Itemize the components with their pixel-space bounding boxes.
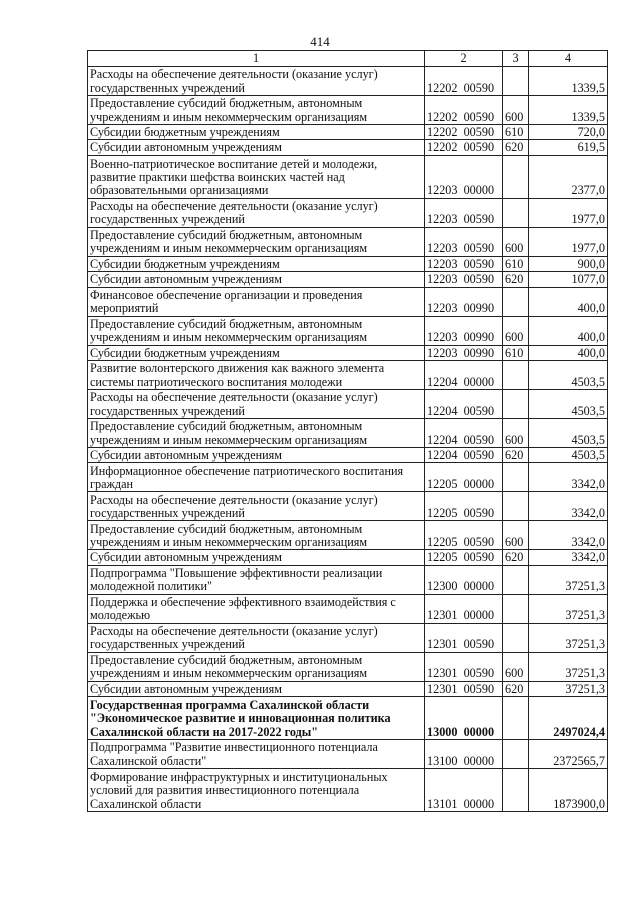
row-name: Расходы на обеспечение деятельности (оказание услуг) государственных учреждений	[88, 198, 425, 227]
row-code: 12205 00590	[425, 492, 503, 521]
row-code: 13100 00000	[425, 740, 503, 769]
table-row	[88, 492, 608, 521]
row-expense-type: 610	[503, 256, 529, 271]
row-name: Информационное обеспечение патриотического воспитания граждан	[88, 463, 425, 492]
row-amount: 2377,0	[529, 155, 608, 198]
row-code: 12204 00000	[425, 361, 503, 390]
row-amount: 37251,3	[529, 652, 608, 681]
row-expense-type: 600	[503, 521, 529, 550]
row-expense-type: 600	[503, 652, 529, 681]
row-expense-type: 600	[503, 227, 529, 256]
row-code: 12301 00000	[425, 594, 503, 623]
row-expense-type: 610	[503, 345, 529, 360]
table-row	[88, 652, 608, 681]
row-amount: 3342,0	[529, 550, 608, 565]
row-expense-type: 620	[503, 448, 529, 463]
row-name: Развитие волонтерского движения как важного элемента системы патриотического воспитания молодежи	[88, 361, 425, 390]
table-row	[88, 345, 608, 360]
table-row	[88, 287, 608, 316]
row-name: Субсидии автономным учреждениям	[88, 140, 425, 155]
table-row	[88, 740, 608, 769]
row-amount: 900,0	[529, 256, 608, 271]
table-row	[88, 463, 608, 492]
row-expense-type	[503, 565, 529, 594]
row-code: 12203 00000	[425, 155, 503, 198]
row-expense-type: 620	[503, 550, 529, 565]
table-row	[88, 390, 608, 419]
row-name: Формирование инфраструктурных и институциональных условий для развития инвестиционного потенциала Сахалинской области	[88, 769, 425, 812]
row-code: 12203 00990	[425, 316, 503, 345]
row-amount: 400,0	[529, 316, 608, 345]
row-name: Расходы на обеспечение деятельности (оказание услуг) государственных учреждений	[88, 67, 425, 96]
row-code: 12301 00590	[425, 652, 503, 681]
row-code: 12301 00590	[425, 681, 503, 696]
row-expense-type: 600	[503, 419, 529, 448]
table-row	[88, 67, 608, 96]
table-row	[88, 96, 608, 125]
row-amount: 3342,0	[529, 521, 608, 550]
table-row	[88, 125, 608, 140]
table-row	[88, 565, 608, 594]
row-code: 12204 00590	[425, 390, 503, 419]
row-name: Субсидии автономным учреждениям	[88, 681, 425, 696]
row-name: Субсидии автономным учреждениям	[88, 550, 425, 565]
table-row	[88, 256, 608, 271]
row-name: Военно-патриотическое воспитание детей и молодежи, развитие практики шефства воинских частей над образовательными организациями	[88, 155, 425, 198]
row-expense-type: 620	[503, 140, 529, 155]
header-row	[88, 51, 608, 67]
row-expense-type	[503, 623, 529, 652]
row-amount: 37251,3	[529, 565, 608, 594]
table-row	[88, 316, 608, 345]
row-expense-type	[503, 390, 529, 419]
row-expense-type: 610	[503, 125, 529, 140]
table-row	[88, 681, 608, 696]
row-code: 12203 00590	[425, 256, 503, 271]
row-expense-type: 600	[503, 316, 529, 345]
table-row	[88, 697, 608, 740]
row-amount: 2497024,4	[529, 697, 608, 740]
page-number: 414	[310, 34, 330, 49]
budget-table	[87, 50, 608, 812]
row-code: 12205 00000	[425, 463, 503, 492]
table-row	[88, 140, 608, 155]
row-amount: 1977,0	[529, 227, 608, 256]
row-amount: 3342,0	[529, 492, 608, 521]
row-code: 12203 00990	[425, 287, 503, 316]
column-header-2: 2	[425, 51, 503, 67]
row-amount: 1873900,0	[529, 769, 608, 812]
row-amount: 1339,5	[529, 67, 608, 96]
row-name: Предоставление субсидий бюджетным, автономным учреждениям и иным некоммерческим организациям	[88, 316, 425, 345]
table-row	[88, 361, 608, 390]
row-name: Субсидии бюджетным учреждениям	[88, 256, 425, 271]
row-amount: 4503,5	[529, 390, 608, 419]
row-amount: 1339,5	[529, 96, 608, 125]
row-name: Предоставление субсидий бюджетным, автономным учреждениям и иным некоммерческим организациям	[88, 521, 425, 550]
row-amount: 3342,0	[529, 463, 608, 492]
row-name: Государственная программа Сахалинской области "Экономическое развитие и инновационная политика Сахалинской области на 2017-2022 годы"	[88, 697, 425, 740]
row-expense-type	[503, 594, 529, 623]
row-name: Расходы на обеспечение деятельности (оказание услуг) государственных учреждений	[88, 623, 425, 652]
row-expense-type	[503, 155, 529, 198]
table-row	[88, 550, 608, 565]
row-name: Предоставление субсидий бюджетным, автономным учреждениям и иным некоммерческим организациям	[88, 227, 425, 256]
row-expense-type: 600	[503, 96, 529, 125]
row-amount: 619,5	[529, 140, 608, 155]
row-code: 12205 00590	[425, 521, 503, 550]
table-row	[88, 521, 608, 550]
row-amount: 400,0	[529, 345, 608, 360]
row-name: Расходы на обеспечение деятельности (оказание услуг) государственных учреждений	[88, 390, 425, 419]
row-name: Предоставление субсидий бюджетным, автономным учреждениям и иным некоммерческим организациям	[88, 419, 425, 448]
row-amount: 400,0	[529, 287, 608, 316]
table-row	[88, 594, 608, 623]
row-amount: 4503,5	[529, 361, 608, 390]
row-code: 12202 00590	[425, 96, 503, 125]
row-amount: 37251,3	[529, 623, 608, 652]
row-name: Субсидии автономным учреждениям	[88, 272, 425, 287]
row-code: 12203 00990	[425, 345, 503, 360]
row-name: Расходы на обеспечение деятельности (оказание услуг) государственных учреждений	[88, 492, 425, 521]
table-row	[88, 227, 608, 256]
table-row	[88, 272, 608, 287]
row-code: 12301 00590	[425, 623, 503, 652]
table-row	[88, 769, 608, 812]
row-amount: 2372565,7	[529, 740, 608, 769]
row-amount: 1077,0	[529, 272, 608, 287]
table-row	[88, 198, 608, 227]
row-name: Подпрограмма "Повышение эффективности реализации молодежной политики"	[88, 565, 425, 594]
row-code: 12204 00590	[425, 448, 503, 463]
row-code: 12204 00590	[425, 419, 503, 448]
row-expense-type	[503, 492, 529, 521]
row-code: 12202 00590	[425, 140, 503, 155]
row-name: Поддержка и обеспечение эффективного взаимодействия с молодежью	[88, 594, 425, 623]
table-row	[88, 419, 608, 448]
row-name: Субсидии автономным учреждениям	[88, 448, 425, 463]
row-expense-type	[503, 198, 529, 227]
table-row	[88, 155, 608, 198]
row-expense-type	[503, 361, 529, 390]
row-amount: 1977,0	[529, 198, 608, 227]
row-expense-type	[503, 463, 529, 492]
row-code: 12203 00590	[425, 227, 503, 256]
row-expense-type	[503, 769, 529, 812]
row-expense-type	[503, 697, 529, 740]
column-header-4: 4	[529, 51, 608, 67]
row-code: 12202 00590	[425, 125, 503, 140]
row-amount: 720,0	[529, 125, 608, 140]
budget-table-body	[88, 51, 608, 812]
row-code: 13000 00000	[425, 697, 503, 740]
row-code: 12205 00590	[425, 550, 503, 565]
row-expense-type	[503, 740, 529, 769]
row-code: 12300 00000	[425, 565, 503, 594]
row-code: 12203 00590	[425, 198, 503, 227]
row-code: 12202 00590	[425, 67, 503, 96]
table-row	[88, 448, 608, 463]
row-name: Финансовое обеспечение организации и проведения мероприятий	[88, 287, 425, 316]
row-expense-type	[503, 67, 529, 96]
row-amount: 37251,3	[529, 594, 608, 623]
column-header-1: 1	[88, 51, 425, 67]
row-name: Субсидии бюджетным учреждениям	[88, 345, 425, 360]
row-expense-type: 620	[503, 272, 529, 287]
row-code: 12203 00590	[425, 272, 503, 287]
row-code: 13101 00000	[425, 769, 503, 812]
row-name: Субсидии бюджетным учреждениям	[88, 125, 425, 140]
column-header-3: 3	[503, 51, 529, 67]
row-name: Предоставление субсидий бюджетным, автономным учреждениям и иным некоммерческим организациям	[88, 96, 425, 125]
row-amount: 4503,5	[529, 448, 608, 463]
row-expense-type: 620	[503, 681, 529, 696]
row-name: Предоставление субсидий бюджетным, автономным учреждениям и иным некоммерческим организациям	[88, 652, 425, 681]
row-amount: 4503,5	[529, 419, 608, 448]
row-name: Подпрограмма "Развитие инвестиционного потенциала Сахалинской области"	[88, 740, 425, 769]
table-row	[88, 623, 608, 652]
row-amount: 37251,3	[529, 681, 608, 696]
row-expense-type	[503, 287, 529, 316]
